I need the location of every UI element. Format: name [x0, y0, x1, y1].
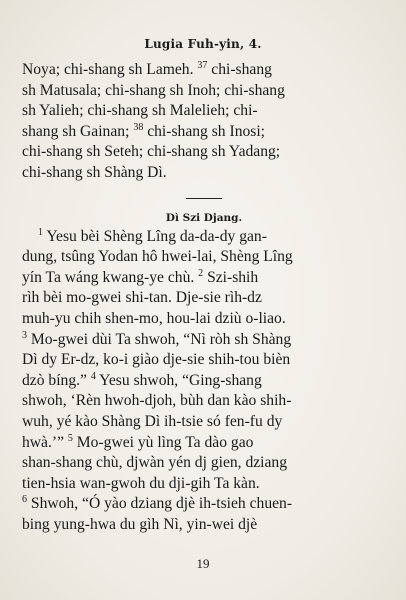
text-run: chi-shang	[207, 61, 272, 78]
running-head: Lugia Fuh-yin, 4.	[144, 37, 262, 51]
text-run: muh-yu chih shen-mo, hou-lai dziù o-liao.	[22, 309, 286, 327]
text-line	[22, 494, 386, 515]
chapter-heading: Dì Szi Djang.	[165, 211, 243, 224]
page-body	[22, 60, 386, 535]
text-run: Yesu shwoh, “Ging-shang	[95, 371, 262, 389]
verse-number: 37	[197, 59, 208, 71]
text-line	[22, 81, 386, 102]
text-run: shwoh, ‘Rèn hwoh-djoh, bùh dan kào shih-	[22, 392, 292, 410]
text-line	[22, 433, 386, 454]
text-line	[22, 330, 386, 351]
text-run: dung, tsûng Yodan hô hwei-lai, Shèng Lîng	[22, 248, 293, 266]
verse-number: 3	[22, 329, 27, 341]
verse-number: 5	[67, 432, 73, 444]
text-run: shang sh Gainan;	[22, 122, 134, 140]
text-run: chi-shang sh Seteh; chi-shang sh Yadang;	[22, 143, 281, 161]
verse-number: 2	[198, 267, 204, 279]
text-line	[22, 412, 386, 433]
text-line	[22, 268, 386, 289]
text-line	[22, 515, 386, 536]
text-run: sh Yalieh; chi-shang sh Malelieh; chi-	[22, 102, 258, 120]
page-number: 19	[196, 556, 210, 571]
text-line	[22, 60, 386, 81]
text-line	[22, 163, 386, 184]
text-line	[22, 101, 386, 122]
text-run: Shwoh, “Ó yào dziang djè ih-tsieh chuen-	[27, 495, 293, 513]
text-line	[22, 350, 386, 371]
text-line	[22, 309, 386, 330]
verse-number: 38	[133, 121, 144, 133]
text-line	[22, 391, 386, 412]
text-run: hwà.’”	[22, 433, 68, 451]
text-run: Mo-gwei dùi Ta shwoh, “Nì ròh sh Shàng	[27, 330, 292, 348]
text-run: tien-hsia wan-gwoh du dji-gih Ta kàn.	[22, 474, 260, 492]
text-block-genealogy	[22, 60, 386, 184]
text-run: sh Matusala; chi-shang sh Inoh; chi-shang	[22, 81, 285, 99]
text-run: yín Ta wáng kwang-ye chù.	[22, 268, 199, 286]
text-run: rìh bèi mo-gwei shi-tan. Dje-sie rìh-dz	[22, 289, 262, 307]
text-line	[22, 227, 386, 248]
text-run: dzò bíng.”	[22, 371, 91, 389]
verse-number: 4	[90, 370, 96, 382]
text-run: Szi-shih	[203, 268, 259, 286]
text-line	[22, 247, 386, 268]
text-block-chapter-4	[22, 227, 386, 536]
text-line	[22, 474, 386, 495]
text-line	[22, 122, 386, 143]
text-line	[22, 371, 386, 392]
text-line	[22, 288, 386, 309]
text-run: Dì dy Er-dz, ko-i giào dje-sie shih-tou bièn	[22, 351, 291, 369]
text-run: Noya; chi-shang sh Lameh.	[22, 61, 198, 78]
text-run: chi-shang sh Shàng Dì.	[22, 163, 167, 181]
verse-number: 6	[22, 494, 27, 506]
text-run: Yesu bèi Shèng Lîng da-da-dy gan-	[43, 227, 267, 245]
verse-number: 1	[38, 226, 43, 238]
text-run: shan-shang chù, djwàn yén dj gien, dziang	[22, 454, 288, 472]
text-line	[22, 453, 386, 474]
section-divider	[186, 198, 222, 199]
text-line	[22, 142, 386, 163]
text-run: Mo-gwei yù lìng Ta dào gao	[72, 433, 254, 451]
text-run: chi-shang sh Inosi;	[143, 122, 266, 140]
text-run: wuh, yé kào Shàng Dì ih-tsie só fen-fu dy	[22, 412, 283, 430]
text-run: bing yung-hwa du gìh Nì, yin-wei djè	[22, 515, 258, 533]
